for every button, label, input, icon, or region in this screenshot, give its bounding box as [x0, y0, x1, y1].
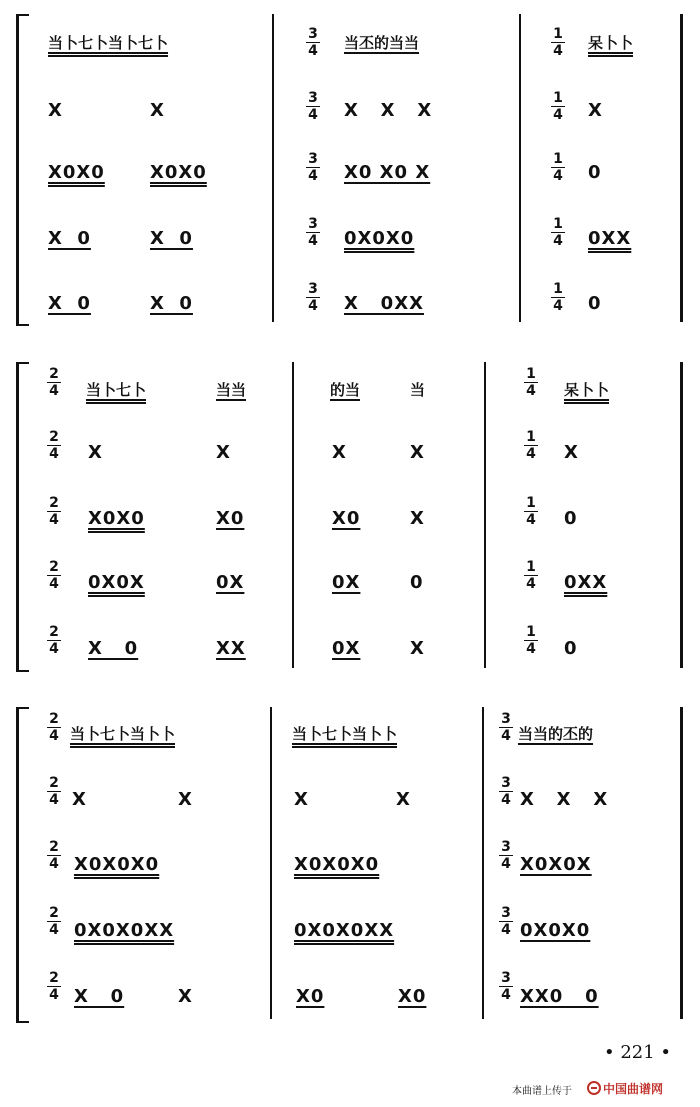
note: X: [294, 789, 309, 810]
notes-beamed: X 0: [48, 293, 91, 314]
note: X: [178, 789, 193, 810]
measure-text: 当卜七卜: [86, 381, 147, 399]
measure-2-notes: 0X0X0: [344, 228, 415, 249]
measure-1-text: 当卜七卜当卜七卜: [48, 34, 169, 52]
notes-beamed: X 0: [88, 638, 139, 659]
note: X: [216, 442, 231, 463]
notes-beamed: 0X0X0XX: [294, 920, 395, 941]
notes-beamed: X0X0: [48, 162, 105, 183]
note: X: [410, 442, 425, 463]
notes-beamed: X0X0X0: [294, 854, 380, 875]
time-signature: 1 4: [551, 91, 565, 122]
note: 0: [564, 508, 578, 529]
note: 0: [410, 572, 424, 593]
time-signature: 1 4: [551, 27, 565, 58]
time-signature: 2 4: [47, 971, 61, 1002]
measure-3-text: 呆卜卜: [588, 34, 634, 52]
notes-beamed: X0X0: [150, 162, 207, 183]
notes-beamed: XX: [216, 638, 246, 659]
note: 0: [588, 162, 602, 183]
notes-beamed: X0: [398, 986, 427, 1007]
time-signature: 3 4: [306, 27, 320, 58]
time-signature: 2 4: [47, 840, 61, 871]
time-signature: 3 4: [306, 91, 320, 122]
time-signature: 1 4: [524, 367, 538, 398]
barline-end: [680, 14, 683, 322]
notes-beamed: 0X: [332, 572, 361, 593]
measure-2-notes: X0 X0 X: [344, 162, 431, 183]
time-signature: 1 4: [551, 217, 565, 248]
note: X: [564, 442, 579, 463]
barline: [484, 362, 486, 668]
time-signature: 2 4: [47, 906, 61, 937]
measure-text: 当卜七卜当卜卜: [70, 725, 176, 743]
time-signature: 3 4: [306, 217, 320, 248]
barline-end: [680, 362, 683, 668]
note: X: [150, 100, 165, 121]
notes-beamed: X 0: [150, 293, 193, 314]
note: X: [410, 638, 425, 659]
note: X: [396, 789, 411, 810]
notes-beamed: 0XX: [588, 228, 632, 249]
system-bracket: [16, 362, 29, 672]
measure-text: 当卜七卜当卜卜: [292, 725, 398, 743]
measure-2-notes: X 0XX: [344, 293, 424, 314]
time-signature: 2 4: [47, 367, 61, 398]
notes-beamed: 0X: [332, 638, 361, 659]
measure-text: 当: [410, 381, 426, 399]
site-logo[interactable]: 中国曲谱网: [603, 1082, 664, 1096]
time-signature: 3 4: [499, 971, 513, 1002]
note: 0: [588, 293, 602, 314]
note: X: [410, 508, 425, 529]
time-signature: 1 4: [524, 430, 538, 461]
time-signature: 2 4: [47, 560, 61, 591]
time-signature: 3 4: [306, 152, 320, 183]
measure-2-notes: X X X: [344, 100, 433, 121]
time-signature: 3 4: [499, 840, 513, 871]
measure-2-text: 当丕的当当: [344, 34, 420, 52]
time-signature: 3 4: [499, 906, 513, 937]
site-logo-icon: [587, 1080, 601, 1094]
notes-beamed: X 0: [48, 228, 91, 249]
page-number-value: 221: [620, 1042, 655, 1063]
measure-text: 当当的丕的: [518, 725, 594, 743]
notes-beamed: 0X: [216, 572, 245, 593]
note: X: [48, 100, 63, 121]
notes-beamed: 0X0X: [88, 572, 145, 593]
time-signature: 2 4: [47, 625, 61, 656]
measure-text: 呆卜卜: [564, 381, 610, 399]
notes-beamed: 0XX: [564, 572, 608, 593]
barline: [270, 707, 272, 1019]
notes-beamed: 0X0X0: [520, 920, 591, 941]
notes-beamed: X0X0: [88, 508, 145, 529]
time-signature: 3 4: [499, 712, 513, 743]
barline: [292, 362, 294, 668]
time-signature: 2 4: [47, 430, 61, 461]
measure-notes: X X X: [520, 789, 609, 810]
time-signature: 2 4: [47, 712, 61, 743]
time-signature: 1 4: [551, 282, 565, 313]
barline-end: [680, 707, 683, 1019]
barline: [272, 14, 274, 322]
time-signature: 1 4: [524, 496, 538, 527]
note: X: [72, 789, 87, 810]
system-bracket: [16, 707, 29, 1023]
notes-beamed: X0: [296, 986, 325, 1007]
note: X: [588, 100, 603, 121]
time-signature: 1 4: [524, 560, 538, 591]
notes-beamed: X0: [332, 508, 361, 529]
note: X: [88, 442, 103, 463]
upload-credit: 本曲谱上传于: [512, 1086, 572, 1097]
time-signature: 2 4: [47, 776, 61, 807]
note: 0: [564, 638, 578, 659]
notes-beamed: X0X0X: [520, 854, 592, 875]
time-signature: 3 4: [306, 282, 320, 313]
measure-text: 当当: [216, 381, 247, 399]
barline: [482, 707, 484, 1019]
note: X: [332, 442, 347, 463]
time-signature: 2 4: [47, 496, 61, 527]
time-signature: 1 4: [524, 625, 538, 656]
notes-beamed: 0X0X0XX: [74, 920, 175, 941]
notes-beamed: X0: [216, 508, 245, 529]
barline: [519, 14, 521, 322]
page-number: • 221 •: [604, 1042, 672, 1063]
time-signature: 1 4: [551, 152, 565, 183]
system-bracket: [16, 14, 29, 326]
time-signature: 3 4: [499, 776, 513, 807]
notes-beamed: X0X0X0: [74, 854, 160, 875]
measure-text: 的当: [330, 381, 361, 399]
notes-beamed: XX0 0: [520, 986, 599, 1007]
note: X: [178, 986, 193, 1007]
notes-beamed: X 0: [150, 228, 193, 249]
notes-beamed: X 0: [74, 986, 125, 1007]
